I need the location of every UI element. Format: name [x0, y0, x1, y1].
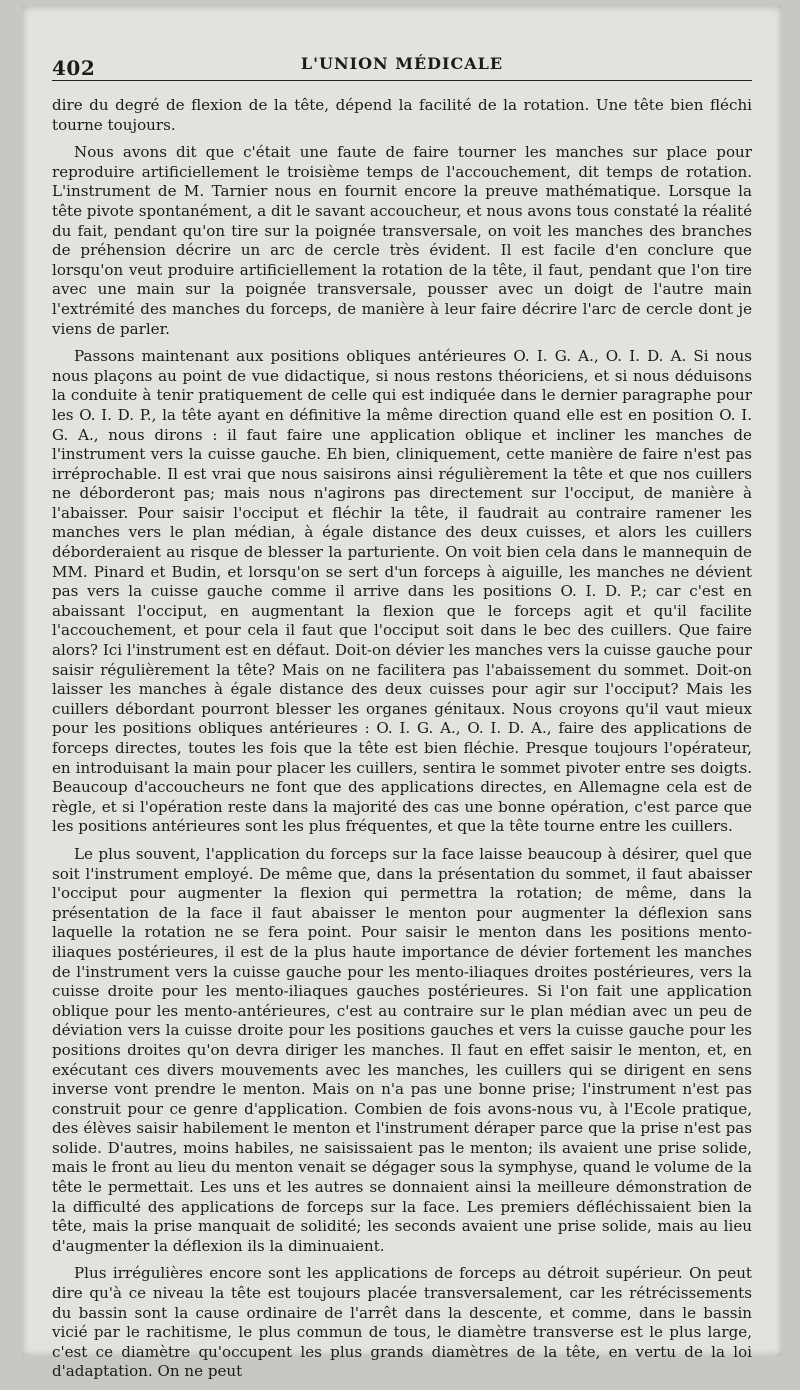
article-body [52, 96, 752, 1390]
page-header [52, 44, 752, 84]
page-number: 402 [52, 56, 96, 80]
document-page [22, 6, 782, 1381]
paragraph: dire du degré de flexion de la tête, dépend la facilité de la rotation. Une tête bien fléchi tourne toujours. [52, 96, 752, 134]
paragraph: Passons maintenant aux positions obliques antérieures O. I. G. A., O. I. D. A. Si nous nous plaçons au point de vue didactique, si nous restons théoriciens, et si nous déduisons la conduite à tenir pratiquement de celle qui est indiquée dans le dernier paragraphe pour les O. I. D. P., la tête ayant en définitive la même direction quand elle est en position O. I. G. A., nous dirons : il faut faire une application oblique et incliner les manches de l'instrument vers la cuisse gauche. Eh bien, cliniquement, cette manière de faire n'est pas irréprochable. Il est vrai que nous saisirons ainsi régulièrement la tête et que nos cuillers ne déborderont pas; mais nous n'agirons pas directement sur l'occiput, de manière à l'abaisser. Pour saisir l'occiput et fléchir la tête, il faudrait au contraire ramener les manches vers le plan médian, à égale distance des deux cuisses, et alors les cuillers déborderaient au risque de blesser la parturiente. On voit bien cela dans le mannequin de MM. Pinard et Budin, et lorsqu'on se sert d'un forceps à aiguille, les manches ne dévient pas vers la cuisse gauche comme il arrive dans les positions O. I. D. P.; car c'est en abaissant l'occiput, en augmentant la flexion que le forceps agit et qu'il facilite l'accouchement, et pour cela il faut que l'occiput soit dans le bec des cuillers. Que faire alors? Ici l'instrument est en défaut. Doit-on dévier les manches vers la cuisse gauche pour saisir régulièrement la tête? Mais on ne facilitera pas l'abaissement du sommet. Doit-on laisser les manches à égale distance des deux cuisses pour agir sur l'occiput? Mais les cuillers débordant pourront blesser les organes génitaux. Nous croyons qu'il vaut mieux pour les positions obliques antérieures : O. I. G. A., O. I. D. A., faire des applications de forceps directes, toutes les fois que la tête est bien fléchie. Presque toujours l'opérateur, en introduisant la main pour placer les cuillers, sentira le sommet pivoter entre ses doigts. Beaucoup d'accoucheurs ne font que des applications directes, en Allemagne cela est de règle, et si l'opération reste dans la majorité des cas une bonne opération, c'est parce que les positions antérieures sont les plus fréquentes, et que la tête tourne entre les cuillers. [52, 347, 752, 836]
journal-title: L'UNION MÉDICALE [300, 54, 504, 73]
header-rule [52, 80, 752, 81]
paragraph: Nous avons dit que c'était une faute de faire tourner les manches sur place pour reproduire artificiellement le troisième temps de l'accouchement, dit temps de rotation. L'instrument de M. Tarnier nous en fournit encore la preuve mathématique. Lorsque la tête pivote spontanément, a dit le savant accoucheur, et nous avons tous constaté la réalité du fait, pendant qu'on tire sur la poignée transversale, on voit les manches des branches de préhension décrire un arc de cercle très évident. Il est facile d'en conclure que lorsqu'on veut produire artificiellement la rotation de la tête, il faut, pendant que l'on tire avec une main sur la poignée transversale, pousser avec un doigt de l'autre main l'extrémité des manches du forceps, de manière à leur faire décrire l'arc de cercle dont je viens de parler. [52, 143, 752, 338]
paragraph: Le plus souvent, l'application du forceps sur la face laisse beaucoup à désirer, quel que soit l'instrument employé. De même que, dans la présentation du sommet, il faut abaisser l'occiput pour augmenter la flexion qui permettra la rotation; de même, dans la présentation de la face il faut abaisser le menton pour augmenter la déflexion sans laquelle la rotation ne se fera point. Pour saisir le menton dans les positions mento-iliaques postérieures, il est de la plus haute importance de dévier fortement les manches de l'instrument vers la cuisse gauche pour les mento-iliaques droites postérieures, vers la cuisse droite pour les mento-iliaques gauches postérieures. Si l'on fait une application oblique pour les mento-antérieures, c'est au contraire sur le plan médian avec un peu de déviation vers la cuisse droite pour les positions gauches et vers la cuisse gauche pour les positions droites qu'on devra diriger les manches. Il faut en effet saisir le menton, et, en exécutant ces divers mouvements avec les manches, les cuillers qui se dirigent en sens inverse vont prendre le menton. Mais on n'a pas une bonne prise; l'instrument n'est pas construit pour ce genre d'application. Combien de fois avons-nous vu, à l'Ecole pratique, des élèves saisir habilement le menton et l'instrument déraper parce que la prise n'est pas solide. D'autres, moins habiles, ne saisissaient pas le menton; ils avaient une prise solide, mais le front au lieu du menton venait se dégager sous la symphyse, quand le volume de la tête le permettait. Les uns et les autres se donnaient ainsi la meilleure démonstration de la difficulté des applications de forceps sur la face. Les premiers défléchissaient bien la tête, mais la prise manquait de solidité; les seconds avaient une prise solide, mais au lieu d'augmenter la déflexion ils la diminuaient. [52, 844, 752, 1255]
paragraph: Plus irrégulières encore sont les applications de forceps au détroit supérieur. On peut dire qu'à ce niveau la tête est toujours placée transversalement, car les rétrécissements du bassin sont la cause ordinaire de l'arrêt dans la descente, et comme, dans le bassin vicié par le rachitisme, le plus commun de tous, le diamètre transverse est le plus large, c'est ce diamètre qu'occupent les plus grands diamètres de la tête, en vertu de la loi d'adaptation. On ne peut [52, 1264, 752, 1381]
